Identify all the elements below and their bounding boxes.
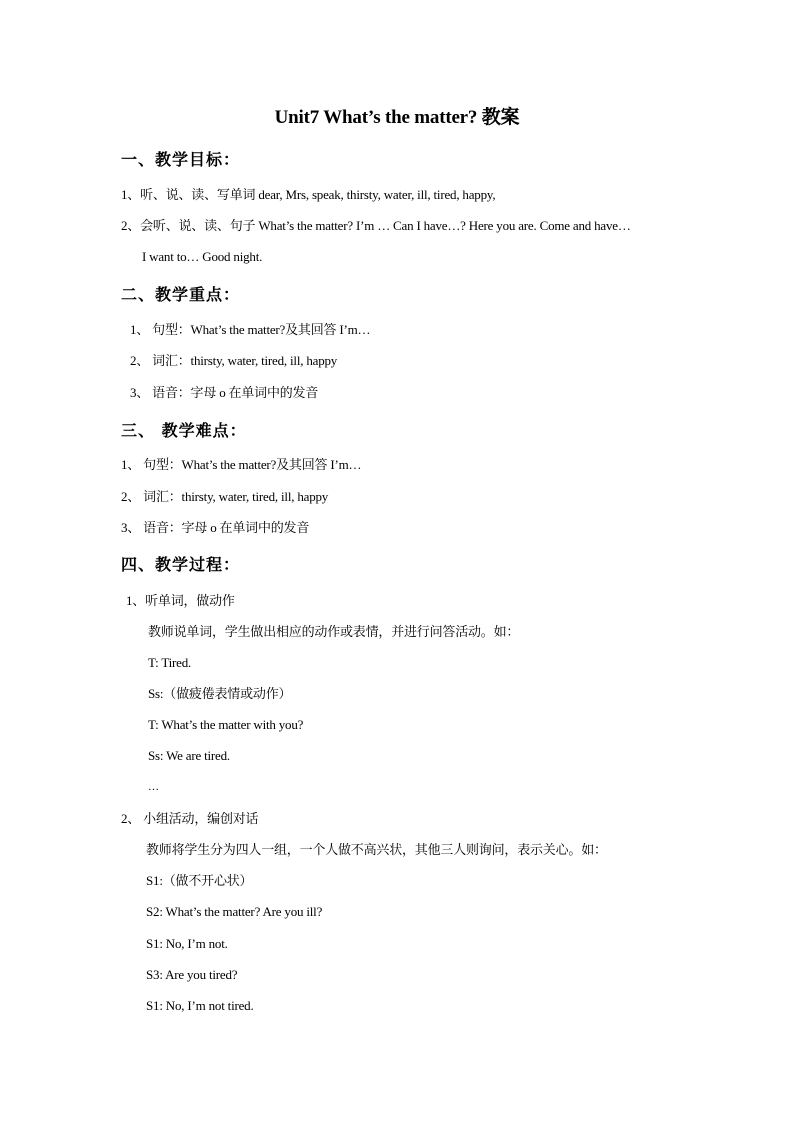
key-point-item-3: 3、 语音：字母 o 在单词中的发音 — [130, 385, 319, 400]
difficulty-item-1: 1、 句型：What’s the matter?及其回答 I’m… — [121, 457, 362, 472]
objective-item-2-continued: I want to… Good night. — [142, 249, 263, 264]
step-1-dialogue-line: T: Tired. — [148, 655, 192, 670]
step-1-ellipsis: … — [148, 781, 159, 793]
step-1-title: 1、听单词，做动作 — [126, 593, 235, 608]
section-heading-difficulties: 三、 教学难点： — [121, 421, 247, 440]
section-heading-objectives: 一、教学目标： — [121, 150, 241, 169]
step-1-intro: 教师说单词，学生做出相应的动作或表情，并进行问答活动。如： — [148, 624, 520, 639]
difficulty-item-2: 2、 词汇：thirsty, water, tired, ill, happy — [121, 489, 329, 504]
section-heading-procedure: 四、教学过程： — [121, 555, 241, 574]
objective-item-1: 1、听、说、读、写单词 dear, Mrs, speak, thirsty, water, ill, tired, happy, — [121, 187, 496, 202]
difficulty-item-3: 3、 语音：字母 o 在单词中的发音 — [121, 520, 310, 535]
document-title: Unit7 What’s the matter? 教案 — [274, 107, 520, 128]
objective-item-2: 2、会听、说、读、句子 What’s the matter? I’m … Can I have…? Here you are. Come and have… — [121, 218, 631, 233]
step-1-dialogue-line: Ss: We are tired. — [148, 748, 230, 763]
step-1-dialogue-line: T: What’s the matter with you? — [148, 717, 304, 732]
step-2-dialogue-line: S1: No, I’m not tired. — [146, 998, 254, 1013]
step-2-intro: 教师将学生分为四人一组，一个人做不高兴状，其他三人则询问，表示关心。如： — [146, 842, 607, 857]
section-heading-key-points: 二、教学重点： — [121, 285, 241, 304]
step-2-dialogue-line: S1:（做不开心状） — [146, 873, 253, 888]
step-1-dialogue-line: Ss:（做疲倦表情或动作） — [148, 686, 292, 701]
step-2-title: 2、 小组活动，编创对话 — [121, 811, 259, 826]
step-2-dialogue-line: S1: No, I’m not. — [146, 936, 228, 951]
step-2-dialogue-line: S3: Are you tired? — [146, 967, 238, 982]
key-point-item-2: 2、 词汇：thirsty, water, tired, ill, happy — [130, 353, 338, 368]
step-2-dialogue-line: S2: What’s the matter? Are you ill? — [146, 904, 323, 919]
key-point-item-1: 1、 句型：What’s the matter?及其回答 I’m… — [130, 322, 371, 337]
